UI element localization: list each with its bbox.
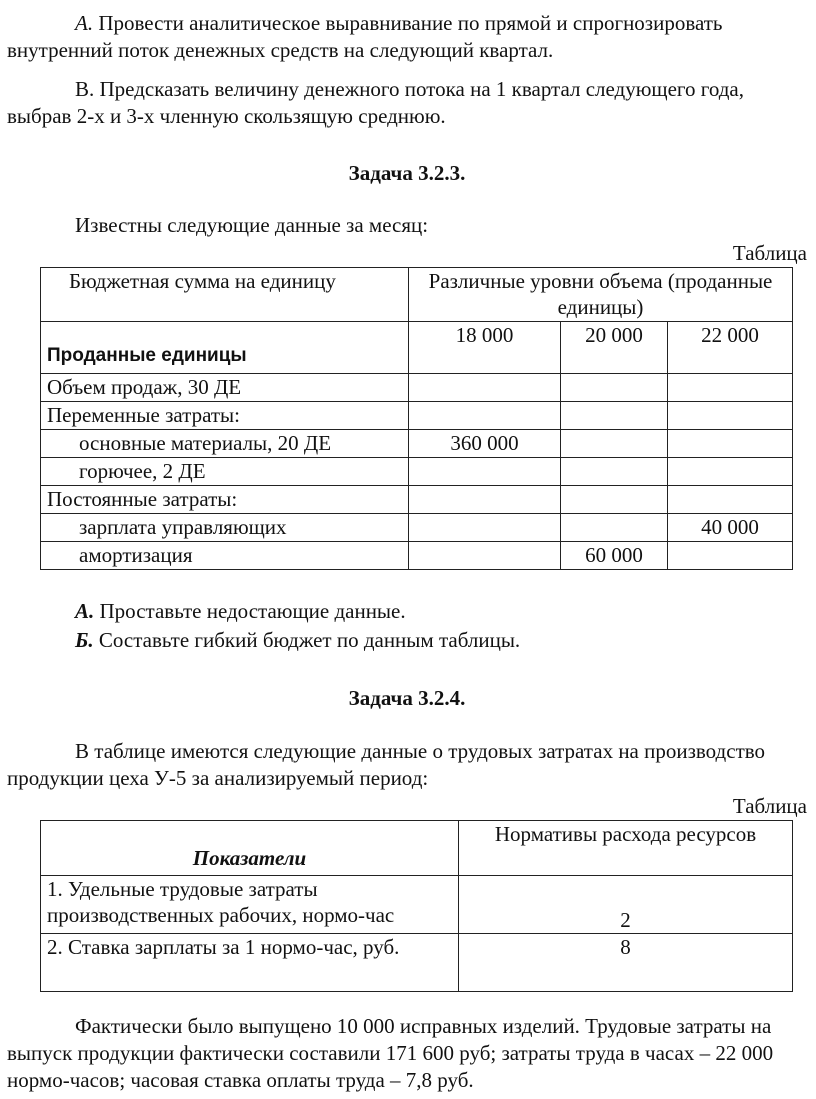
budget-row-value (561, 430, 668, 458)
task-a-text: Провести аналитическое выравнивание по прямой и спрогнозировать внутренний поток денежных средств на следующий квартал. (7, 11, 723, 62)
item-a-text: Проставьте недостающие данные. (94, 599, 406, 623)
budget-row-label: Переменные затраты: (41, 402, 409, 430)
budget-table (40, 267, 793, 570)
labor-row-2 (41, 934, 793, 992)
item-a-letter: А. (75, 599, 95, 623)
budget-row-value (668, 486, 793, 514)
labor-row-1-label: 1. Удельные трудовые затраты производственных рабочих, нормо-час (41, 876, 459, 934)
budget-sold-units-row (41, 322, 793, 374)
labor-row-1 (41, 876, 793, 934)
task-a-letter: А. (75, 11, 94, 35)
volume-2: 20 000 (561, 322, 668, 374)
labor-row-2-label: 2. Ставка зарплаты за 1 нормо-час, руб. (41, 934, 459, 992)
budget-row (41, 374, 793, 402)
budget-row-value (668, 542, 793, 570)
budget-header-col1: Бюджетная сумма на единицу (41, 268, 409, 322)
budget-row-value (561, 374, 668, 402)
budget-row-value (668, 374, 793, 402)
task-323-intro: Известны следующие данные за месяц: (75, 213, 429, 237)
budget-row-label: Объем продаж, 30 ДЕ (41, 374, 409, 402)
task-a-intro (7, 10, 807, 64)
budget-row-value: 360 000 (409, 430, 561, 458)
budget-row-label: горючее, 2 ДЕ (41, 458, 409, 486)
budget-header-col2: Различные уровни объема (проданные единицы) (409, 268, 793, 322)
budget-row (41, 430, 793, 458)
budget-row (41, 402, 793, 430)
labor-row-2-value: 8 (459, 934, 793, 992)
budget-row-value (409, 542, 561, 570)
sold-units-label: Проданные единицы (41, 322, 409, 374)
task-323-heading: Задача 3.2.3. (348, 161, 466, 185)
task-323-table-caption: Таблица (732, 241, 807, 265)
budget-row-label: основные материалы, 20 ДЕ (41, 430, 409, 458)
labor-header-col2: Нормативы расхода ресурсов (459, 821, 793, 876)
task-323-item-b (7, 627, 807, 654)
task-324-heading: Задача 3.2.4. (348, 686, 466, 710)
budget-row-value (409, 402, 561, 430)
budget-row (41, 458, 793, 486)
budget-row-label: зарплата управляющих (41, 514, 409, 542)
task-323-item-a (7, 598, 807, 625)
budget-row-value (668, 402, 793, 430)
labor-row-1-value: 2 (459, 876, 793, 934)
budget-row-value (409, 458, 561, 486)
budget-row-value (409, 486, 561, 514)
task-324-intro: В таблице имеются следующие данные о трудовых затратах на производство продукции цеха У-5 за анализируемый период: (7, 739, 766, 790)
volume-1: 18 000 (409, 322, 561, 374)
task-b-intro: В. Предсказать величину денежного потока на 1 квартал следующего года, выбрав 2-х и 3-х членную скользящую среднюю. (7, 77, 744, 128)
item-b-text: Составьте гибкий бюджет по данным таблицы. (93, 628, 521, 652)
item-b-letter: Б. (75, 628, 94, 652)
budget-row-label: Постоянные затраты: (41, 486, 409, 514)
budget-row-value (561, 486, 668, 514)
budget-row-value: 60 000 (561, 542, 668, 570)
budget-row (41, 514, 793, 542)
budget-row-value (561, 458, 668, 486)
budget-row (41, 542, 793, 570)
labor-table (40, 820, 793, 992)
task-324-outro: Фактически было выпущено 10 000 исправных изделий. Трудовые затраты на выпуск продукции фактически составили 171 600 руб; затраты труда в часах – 22 000 нормо-часов; часовая ставка оплаты труда – 7,8 руб. (7, 1014, 774, 1092)
budget-table-header (41, 268, 793, 322)
budget-row (41, 486, 793, 514)
budget-row-value (668, 458, 793, 486)
budget-row-label: амортизация (41, 542, 409, 570)
budget-row-value (668, 430, 793, 458)
budget-row-value (409, 514, 561, 542)
labor-header-col1: Показатели (41, 821, 459, 876)
volume-3: 22 000 (668, 322, 793, 374)
budget-row-value (561, 514, 668, 542)
task-324-table-caption: Таблица (732, 794, 807, 818)
labor-table-header (41, 821, 793, 876)
budget-row-value (409, 374, 561, 402)
budget-row-value (561, 402, 668, 430)
budget-row-value: 40 000 (668, 514, 793, 542)
